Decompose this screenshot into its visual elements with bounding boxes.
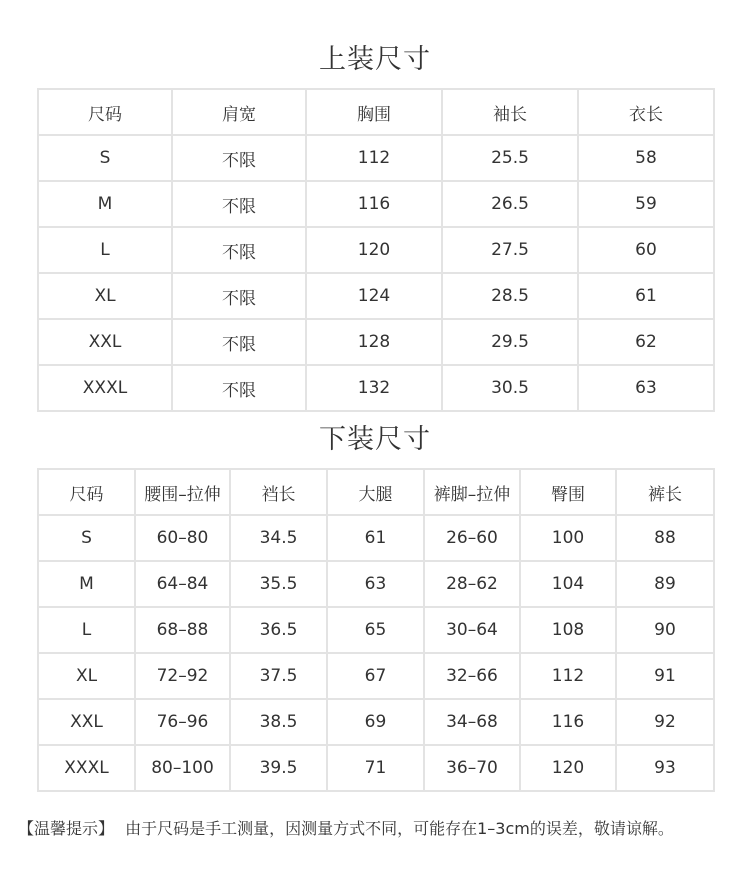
table-cell: 36.5 <box>230 607 327 653</box>
size-cell: XXXL <box>38 365 172 411</box>
table-row <box>38 227 714 273</box>
table-row <box>38 699 714 745</box>
table-cell: 90 <box>616 607 714 653</box>
table-cell: 89 <box>616 561 714 607</box>
table-cell: 76–96 <box>135 699 230 745</box>
table-cell: 128 <box>306 319 442 365</box>
table-cell: 34–68 <box>424 699 520 745</box>
table-cell: 27.5 <box>442 227 578 273</box>
table-cell: 72–92 <box>135 653 230 699</box>
table-cell: 116 <box>306 181 442 227</box>
table-cell: 不限 <box>172 365 306 411</box>
table-cell: 不限 <box>172 273 306 319</box>
header-cell: 袖长 <box>442 89 578 135</box>
table-row <box>38 135 714 181</box>
size-cell: XL <box>38 653 135 699</box>
size-cell: XXL <box>38 699 135 745</box>
table-cell: 32–66 <box>424 653 520 699</box>
header-cell: 大腿 <box>327 469 424 515</box>
table-cell: 93 <box>616 745 714 791</box>
bottom-size-title: 下装尺寸 <box>319 424 431 455</box>
table-cell: 30–64 <box>424 607 520 653</box>
table-cell: 80–100 <box>135 745 230 791</box>
table-cell: 不限 <box>172 181 306 227</box>
size-cell: L <box>38 607 135 653</box>
header-cell: 衣长 <box>578 89 714 135</box>
header-cell: 胸围 <box>306 89 442 135</box>
header-cell: 肩宽 <box>172 89 306 135</box>
size-cell: XL <box>38 273 172 319</box>
size-cell: L <box>38 227 172 273</box>
table-cell: 25.5 <box>442 135 578 181</box>
table-cell: 100 <box>520 515 616 561</box>
table-cell: 92 <box>616 699 714 745</box>
table-header-row <box>38 469 714 515</box>
table-row <box>38 607 714 653</box>
header-cell: 腰围–拉伸 <box>135 469 230 515</box>
table-cell: 35.5 <box>230 561 327 607</box>
bottom-size-table <box>37 468 715 792</box>
table-cell: 26–60 <box>424 515 520 561</box>
table-cell: 116 <box>520 699 616 745</box>
table-cell: 112 <box>306 135 442 181</box>
table-row <box>38 653 714 699</box>
table-cell: 69 <box>327 699 424 745</box>
table-cell: 68–88 <box>135 607 230 653</box>
table-cell: 60 <box>578 227 714 273</box>
size-cell: S <box>38 135 172 181</box>
header-cell: 臀围 <box>520 469 616 515</box>
table-cell: 26.5 <box>442 181 578 227</box>
table-cell: 不限 <box>172 135 306 181</box>
table-cell: 61 <box>327 515 424 561</box>
table-cell: 124 <box>306 273 442 319</box>
size-cell: XXXL <box>38 745 135 791</box>
table-row <box>38 515 714 561</box>
table-row <box>38 561 714 607</box>
table-cell: 120 <box>520 745 616 791</box>
table-cell: 104 <box>520 561 616 607</box>
table-cell: 28.5 <box>442 273 578 319</box>
table-cell: 67 <box>327 653 424 699</box>
table-cell: 71 <box>327 745 424 791</box>
table-cell: 108 <box>520 607 616 653</box>
table-cell: 不限 <box>172 227 306 273</box>
table-cell: 60–80 <box>135 515 230 561</box>
top-size-title: 上装尺寸 <box>319 44 431 75</box>
table-cell: 36–70 <box>424 745 520 791</box>
table-cell: 34.5 <box>230 515 327 561</box>
table-row <box>38 745 714 791</box>
table-cell: 88 <box>616 515 714 561</box>
note-label: 【温馨提示】 <box>18 819 115 838</box>
table-cell: 58 <box>578 135 714 181</box>
top-size-table <box>37 88 715 412</box>
table-row <box>38 181 714 227</box>
size-cell: XXL <box>38 319 172 365</box>
table-row <box>38 273 714 319</box>
table-cell: 132 <box>306 365 442 411</box>
table-cell: 59 <box>578 181 714 227</box>
header-cell: 裆长 <box>230 469 327 515</box>
size-cell: S <box>38 515 135 561</box>
table-cell: 64–84 <box>135 561 230 607</box>
table-cell: 29.5 <box>442 319 578 365</box>
header-cell: 裤脚–拉伸 <box>424 469 520 515</box>
table-cell: 38.5 <box>230 699 327 745</box>
table-row <box>38 319 714 365</box>
table-cell: 63 <box>578 365 714 411</box>
table-cell: 37.5 <box>230 653 327 699</box>
table-cell: 30.5 <box>442 365 578 411</box>
header-cell: 尺码 <box>38 89 172 135</box>
size-cell: M <box>38 181 172 227</box>
table-cell: 120 <box>306 227 442 273</box>
table-cell: 112 <box>520 653 616 699</box>
header-cell: 裤长 <box>616 469 714 515</box>
table-cell: 62 <box>578 319 714 365</box>
table-row <box>38 365 714 411</box>
table-cell: 91 <box>616 653 714 699</box>
measurement-note <box>18 818 674 840</box>
table-cell: 39.5 <box>230 745 327 791</box>
table-cell: 28–62 <box>424 561 520 607</box>
header-cell: 尺码 <box>38 469 135 515</box>
table-cell: 65 <box>327 607 424 653</box>
table-header-row <box>38 89 714 135</box>
table-cell: 不限 <box>172 319 306 365</box>
size-cell: M <box>38 561 135 607</box>
table-cell: 61 <box>578 273 714 319</box>
note-text: 由于尺码是手工测量，因测量方式不同，可能存在1–3cm的误差，敬请谅解。 <box>125 819 674 838</box>
table-cell: 63 <box>327 561 424 607</box>
